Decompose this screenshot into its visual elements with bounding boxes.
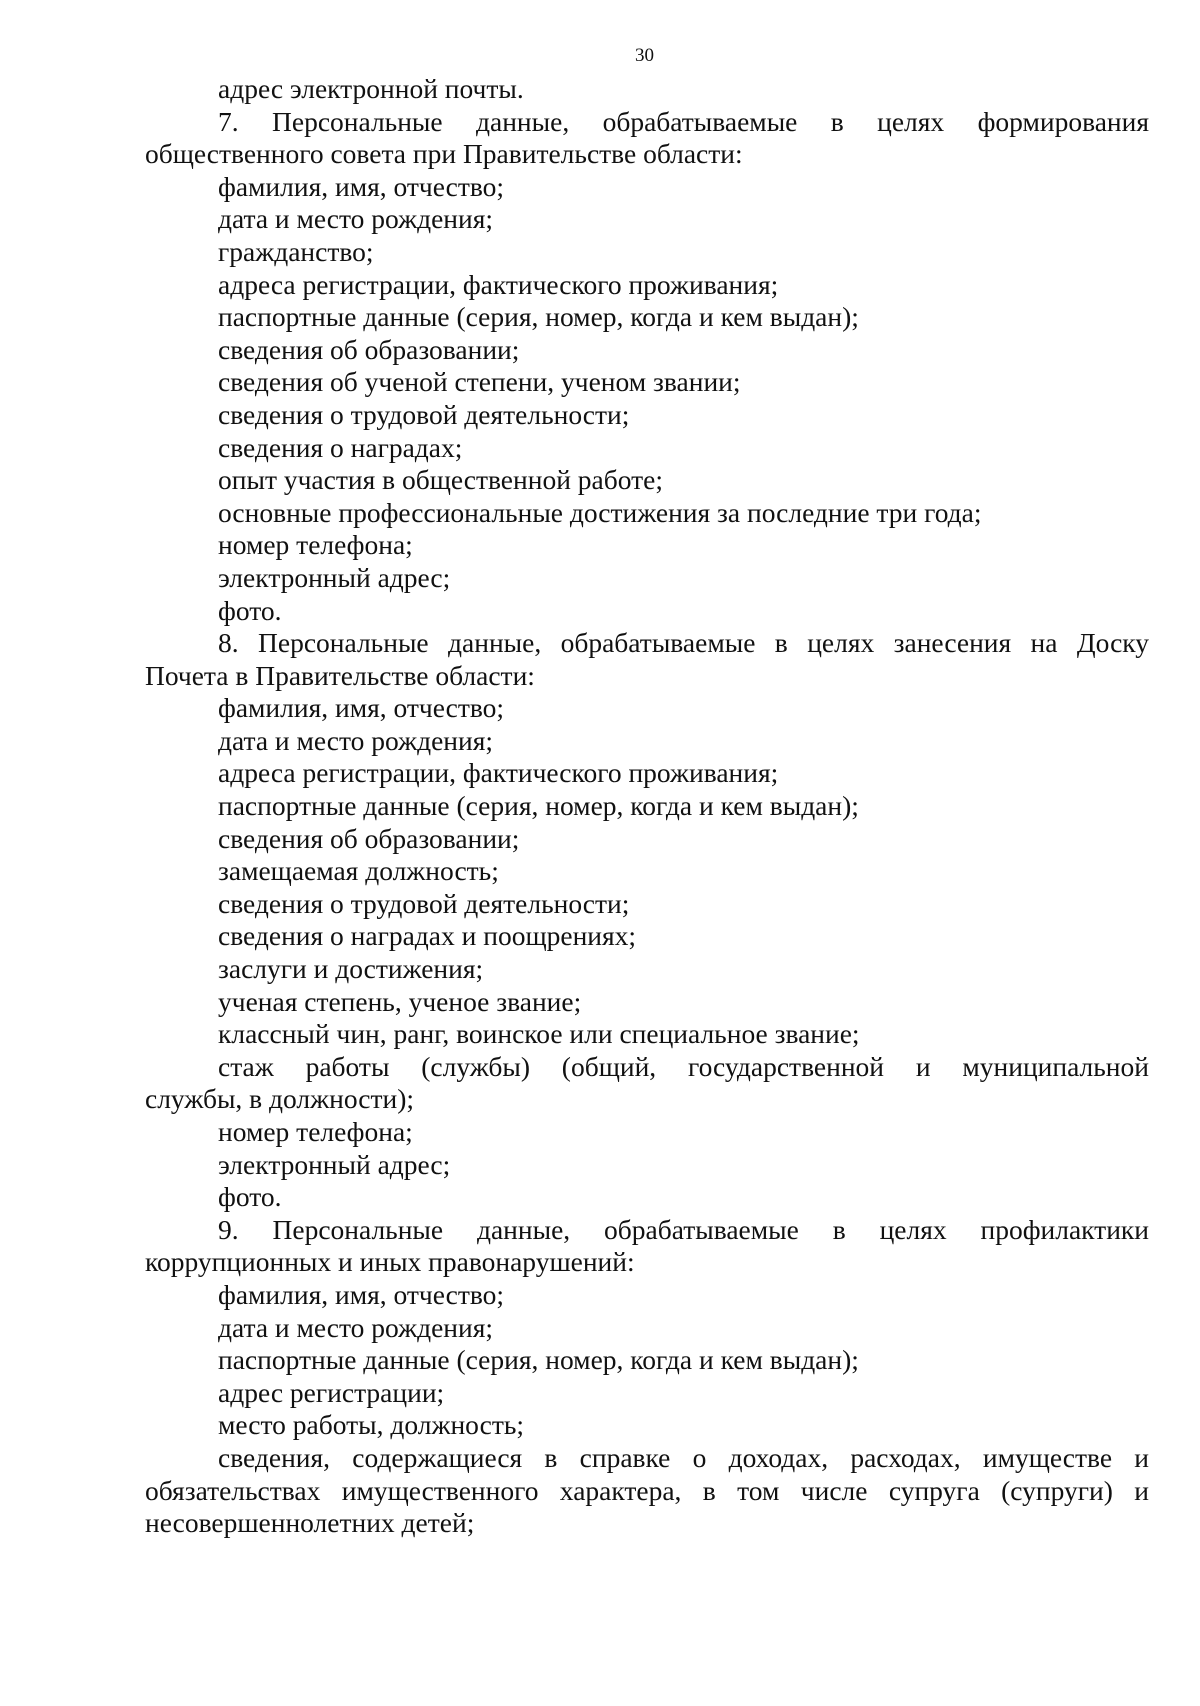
text-line: 8. Персональные данные, обрабатываемые в целях занесения на Доску — [218, 627, 1149, 659]
text-line: адреса регистрации, фактического проживания; — [218, 757, 779, 789]
text-line: 7. Персональные данные, обрабатываемые в целях формирования — [218, 105, 1149, 137]
text-line: сведения об образовании; — [218, 333, 520, 365]
text-line: сведения о трудовой деятельности; — [218, 398, 630, 430]
text-line: фото. — [218, 1181, 282, 1213]
text-line: службы, в должности); — [145, 1083, 415, 1115]
text-line: электронный адрес; — [218, 561, 451, 593]
text-line: сведения о трудовой деятельности; — [218, 887, 630, 919]
text-line: фамилия, имя, отчество; — [218, 170, 505, 202]
text-line: сведения о наградах; — [218, 431, 463, 463]
text-line: электронный адрес; — [218, 1148, 451, 1180]
text-line: основные профессиональные достижения за последние три года; — [218, 496, 982, 528]
text-line: место работы, должность; — [218, 1409, 525, 1441]
text-line: паспортные данные (серия, номер, когда и кем выдан); — [218, 790, 859, 822]
text-line: фамилия, имя, отчество; — [218, 1278, 505, 1310]
text-line: ученая степень, ученое звание; — [218, 985, 582, 1017]
text-line: номер телефона; — [218, 529, 413, 561]
text-line: обязательствах имущественного характера, в том числе супруга (супруги) и — [145, 1474, 1149, 1506]
text-line: дата и место рождения; — [218, 1311, 494, 1343]
text-line: классный чин, ранг, воинское или специальное звание; — [218, 1018, 860, 1050]
text-line: несовершеннолетних детей; — [145, 1507, 475, 1539]
text-line: опыт участия в общественной работе; — [218, 464, 663, 496]
text-line: коррупционных и иных правонарушений: — [145, 1246, 635, 1278]
text-line: адрес регистрации; — [218, 1376, 445, 1408]
text-line: фото. — [218, 594, 282, 626]
text-line: паспортные данные (серия, номер, когда и кем выдан); — [218, 1344, 859, 1376]
text-line: 9. Персональные данные, обрабатываемые в целях профилактики — [218, 1213, 1149, 1245]
text-line: адреса регистрации, фактического проживания; — [218, 268, 779, 300]
text-line: паспортные данные (серия, номер, когда и кем выдан); — [218, 301, 859, 333]
text-line: адрес электронной почты. — [218, 73, 524, 104]
text-line: замещаемая должность; — [218, 855, 499, 887]
text-line: Почета в Правительстве области: — [145, 659, 535, 691]
page-number: 30 — [635, 45, 654, 66]
text-line: заслуги и достижения; — [218, 953, 484, 985]
text-line: общественного совета при Правительстве области: — [145, 138, 743, 170]
text-line: сведения, содержащиеся в справке о доходах, расходах, имуществе и — [218, 1441, 1149, 1473]
text-line: сведения об ученой степени, ученом звании; — [218, 366, 741, 398]
text-line: фамилия, имя, отчество; — [218, 692, 505, 724]
text-line: сведения о наградах и поощрениях; — [218, 920, 637, 952]
text-line: номер телефона; — [218, 1116, 413, 1147]
text-line: дата и место рождения; — [218, 724, 494, 756]
text-line: стаж работы (службы) (общий, государственной и муниципальной — [218, 1050, 1149, 1082]
document-body — [145, 73, 1149, 1540]
text-line: сведения об образовании; — [218, 822, 520, 854]
text-line: гражданство; — [218, 235, 374, 267]
text-line: дата и место рождения; — [218, 203, 494, 235]
